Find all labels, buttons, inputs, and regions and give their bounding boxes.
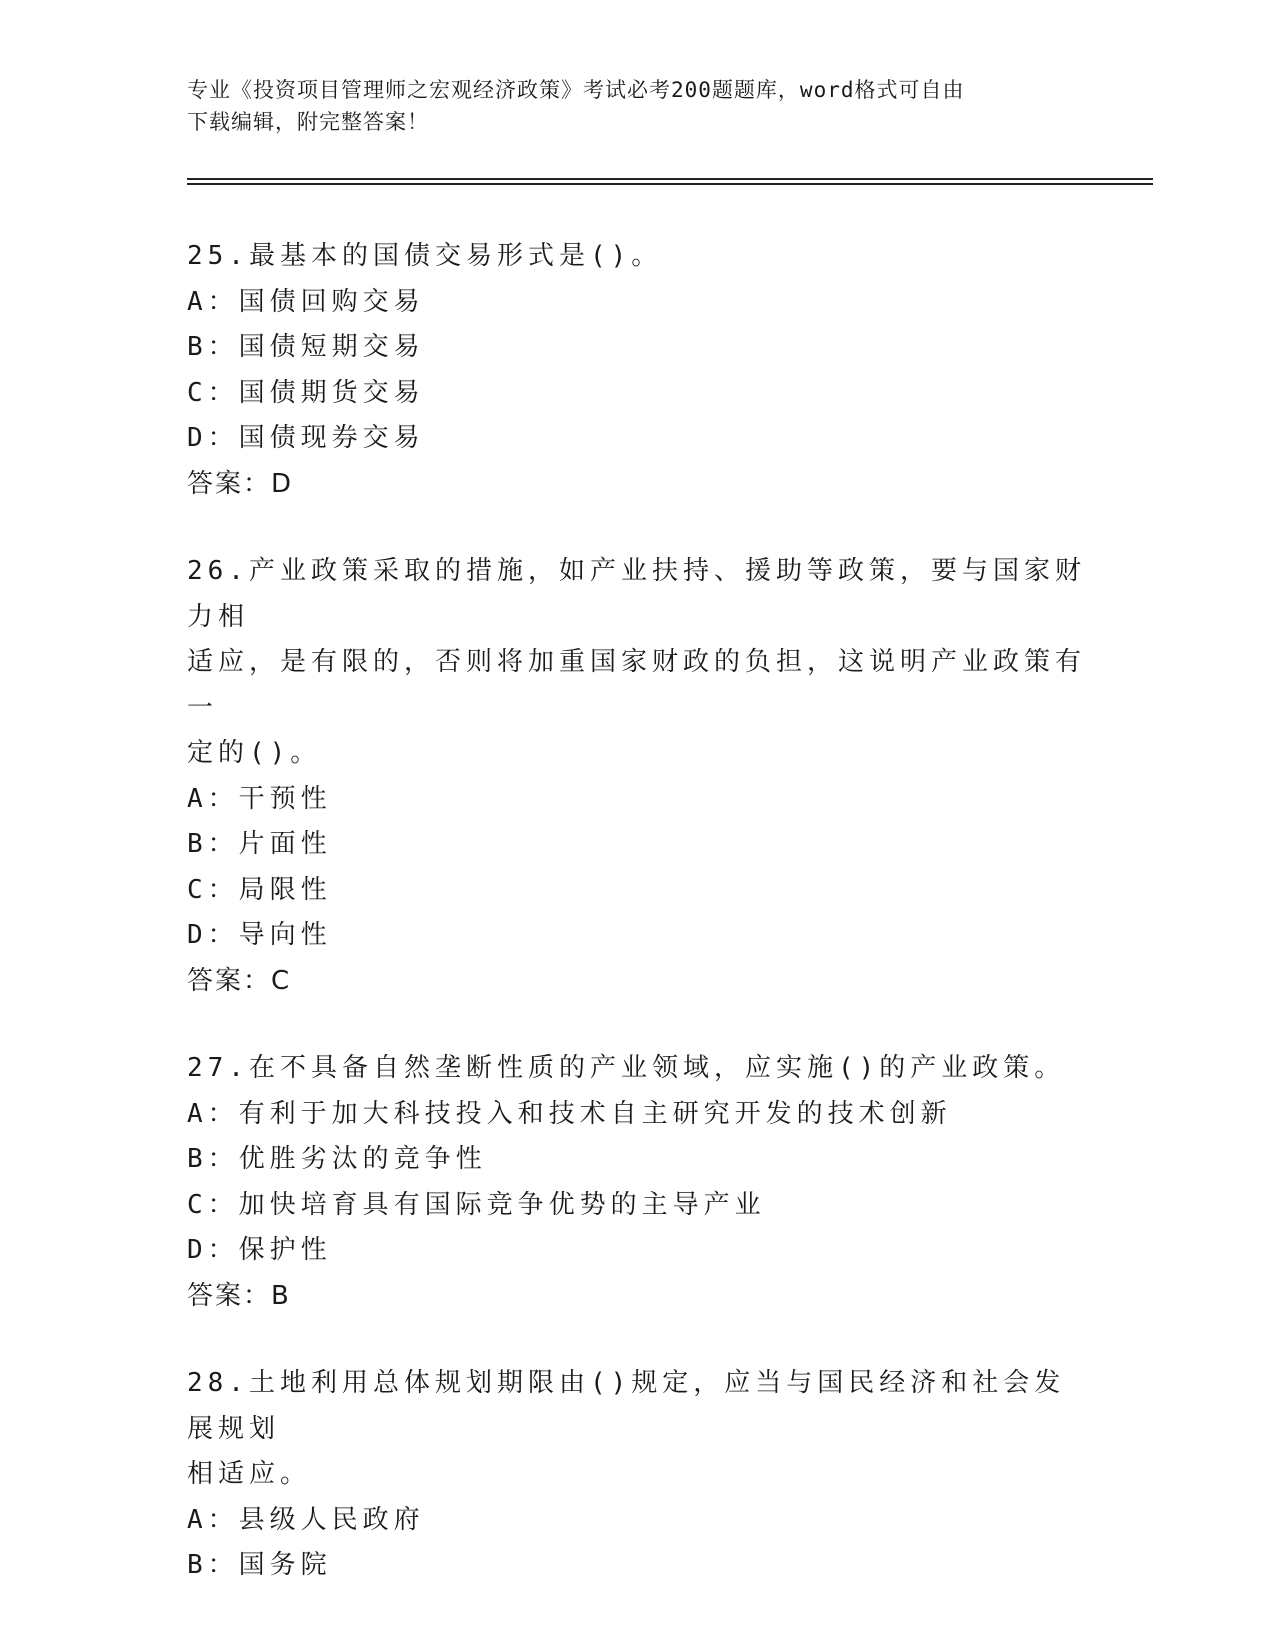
question-28-option-a: A：县级人民政府 <box>187 1504 425 1535</box>
question-25-answer: 答案：D <box>187 468 294 499</box>
header-line-1: 专业《投资项目管理师之宏观经济政策》考试必考200题题库，word格式可自由 <box>187 78 965 102</box>
question-25-option-d: D：国债现券交易 <box>187 423 425 453</box>
question-28 <box>187 1361 1087 1589</box>
question-26-answer: 答案：C <box>187 965 292 996</box>
header-line-2: 下载编辑，附完整答案！ <box>187 110 429 134</box>
question-25-stem: 25.最基本的国债交易形式是()。 <box>187 241 663 271</box>
question-28-option-b: B：国务院 <box>187 1550 332 1580</box>
question-27-option-b: B：优胜劣汰的竞争性 <box>187 1144 487 1174</box>
header-divider-top <box>187 178 1153 180</box>
question-25-option-a: A：国债回购交易 <box>187 286 425 317</box>
question-26-option-c: C：局限性 <box>187 874 332 905</box>
question-26-option-b: B：片面性 <box>187 829 332 859</box>
question-27-option-d: D：保护性 <box>187 1235 332 1265</box>
question-26 <box>187 549 1087 1004</box>
question-26-stem-line-1: 26.产业政策采取的措施，如产业扶持、援助等政策，要与国家财力相 <box>187 556 1086 632</box>
question-26-option-d: D：导向性 <box>187 920 332 950</box>
question-27-answer: 答案：B <box>187 1280 291 1311</box>
document-header <box>187 74 1087 138</box>
question-26-stem-line-3: 定的()。 <box>187 738 322 768</box>
question-27-stem: 27.在不具备自然垄断性质的产业领域，应实施()的产业政策。 <box>187 1053 1066 1083</box>
question-26-stem-line-2: 适应，是有限的，否则将加重国家财政的负担，这说明产业政策有一 <box>187 647 1087 723</box>
question-27-option-a: A：有利于加大科技投入和技术自主研究开发的技术创新 <box>187 1098 952 1129</box>
question-26-option-a: A：干预性 <box>187 783 332 814</box>
question-25 <box>187 234 1087 507</box>
question-27-option-c: C：加快培育具有国际竞争优势的主导产业 <box>187 1189 766 1220</box>
question-25-option-b: B：国债短期交易 <box>187 332 425 362</box>
question-27 <box>187 1046 1087 1319</box>
header-divider-bottom <box>187 183 1153 185</box>
question-28-stem-line-2: 相适应。 <box>187 1459 312 1489</box>
question-28-stem-line-1: 28.土地利用总体规划期限由()规定，应当与国民经济和社会发展规划 <box>187 1368 1066 1444</box>
question-list <box>187 234 1087 1631</box>
question-25-option-c: C：国债期货交易 <box>187 377 425 408</box>
